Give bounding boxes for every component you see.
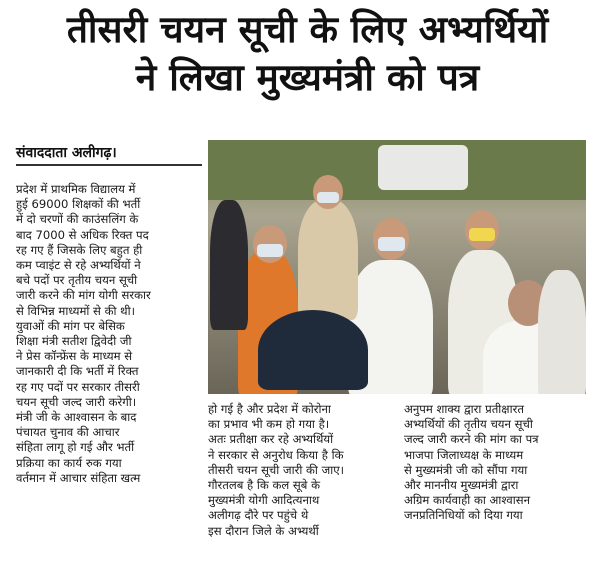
text-line: बचे पदों पर तृतीय चयन सूची — [16, 273, 138, 288]
photo-vehicle — [378, 145, 468, 190]
text-line: रह गए पदों पर सरकार तीसरी — [16, 379, 140, 394]
photo-person-dark — [210, 200, 248, 330]
text-line: और माननीय मुख्यमंत्री द्वारा — [404, 478, 519, 493]
text-line: हो गई है और प्रदेश में कोरोना — [208, 402, 331, 416]
text-line: वर्तमान में आचार संहिता खत्म — [16, 470, 141, 485]
article-column-3 — [404, 402, 586, 524]
headline-line-2: ने लिखा मुख्यमंत्री को पत्र — [135, 56, 480, 99]
text-line: युवाओं की मांग पर बेसिक — [16, 318, 125, 333]
headline-line-1: तीसरी चयन सूची के लिए अभ्यर्थियों — [66, 8, 549, 51]
text-line: गौरतलब है कि कल सूबे के — [208, 478, 320, 493]
text-line: तीसरी चयन सूची जारी की जाए। — [208, 462, 345, 477]
byline: संवाददाता अलीगढ़। — [16, 145, 117, 161]
text-line: प्रदेश में प्राथमिक विद्यालय में — [16, 182, 136, 196]
text-line: मुख्यमंत्री योगी आदित्यनाथ — [208, 493, 320, 508]
photo-mask — [317, 192, 339, 203]
text-line: का प्रभाव भी कम हो गया है। — [208, 417, 330, 432]
photo-mask — [378, 237, 405, 251]
text-line: अलीगढ़ दौरे पर पहुंचे थे — [208, 508, 309, 523]
byline-rule — [16, 164, 202, 166]
text-line: मंत्री जी के आश्वासन के बाद — [16, 410, 137, 425]
text-line: हुई 69000 शिक्षकों की भर्ती — [16, 197, 141, 212]
photo-mask — [257, 244, 283, 257]
text-line: जानकारी दी कि भर्ती में रिक्त — [16, 364, 139, 379]
text-line: अनुपम शाक्य द्वारा प्रतीक्षारत — [404, 402, 524, 416]
headline — [0, 6, 615, 102]
text-line: संहिता लागू हो गई और भर्ती — [16, 440, 135, 455]
text-line: ने सरकार से अनुरोध किया है कि — [208, 447, 344, 462]
text-line: अभ्यर्थियों की तृतीय चयन सूची — [404, 417, 533, 432]
text-line: प्रक्रिया का कार्य रुक गया — [16, 455, 122, 470]
article-column-1 — [16, 182, 202, 486]
text-line: अग्रिम कार्यवाही का आश्वासन — [404, 493, 531, 508]
text-line: जारी करने की मांग योगी सरकार — [16, 288, 151, 303]
text-line: भाजपा जिलाध्यक्ष के माध्यम — [404, 447, 524, 462]
photo-person-orange-scarf — [538, 270, 586, 394]
text-line: पंचायत चुनाव की आचार — [16, 425, 120, 440]
text-line: रह गए हैं जिसके लिए बहुत ही — [16, 242, 143, 257]
text-line: से विभिन्न माध्यमों से की थी। — [16, 303, 135, 318]
photo-police-cap — [258, 310, 368, 390]
news-photo — [208, 140, 586, 394]
text-line: इस दौरान जिले के अभ्यर्थी — [208, 523, 319, 538]
text-line: जल्द जारी करने की मांग का पत्र — [404, 432, 539, 447]
text-line: से मुख्यमंत्री जी को सौंपा गया — [404, 462, 528, 477]
text-line: ने प्रेस कॉन्फ्रेंस के माध्यम से — [16, 349, 133, 364]
text-line: में दो चरणों की काउंसलिंग के — [16, 212, 139, 227]
article-column-2 — [208, 402, 390, 539]
photo-person-beige — [298, 200, 358, 320]
text-line: शिक्षा मंत्री सतीश द्विवेदी जी — [16, 334, 132, 349]
photo-mask — [469, 228, 495, 241]
text-line: बाद 7000 से अधिक रिक्त पद — [16, 227, 149, 242]
text-line: जनप्रतिनिधियों को दिया गया — [404, 508, 523, 523]
text-line: कम प्वाइंट से रहे अभ्यर्थियों ने — [16, 258, 141, 273]
text-line: अतः प्रतीक्षा कर रहे अभ्यर्थियों — [208, 432, 334, 447]
text-line: चयन सूची जल्द जारी करेगी। — [16, 394, 137, 409]
